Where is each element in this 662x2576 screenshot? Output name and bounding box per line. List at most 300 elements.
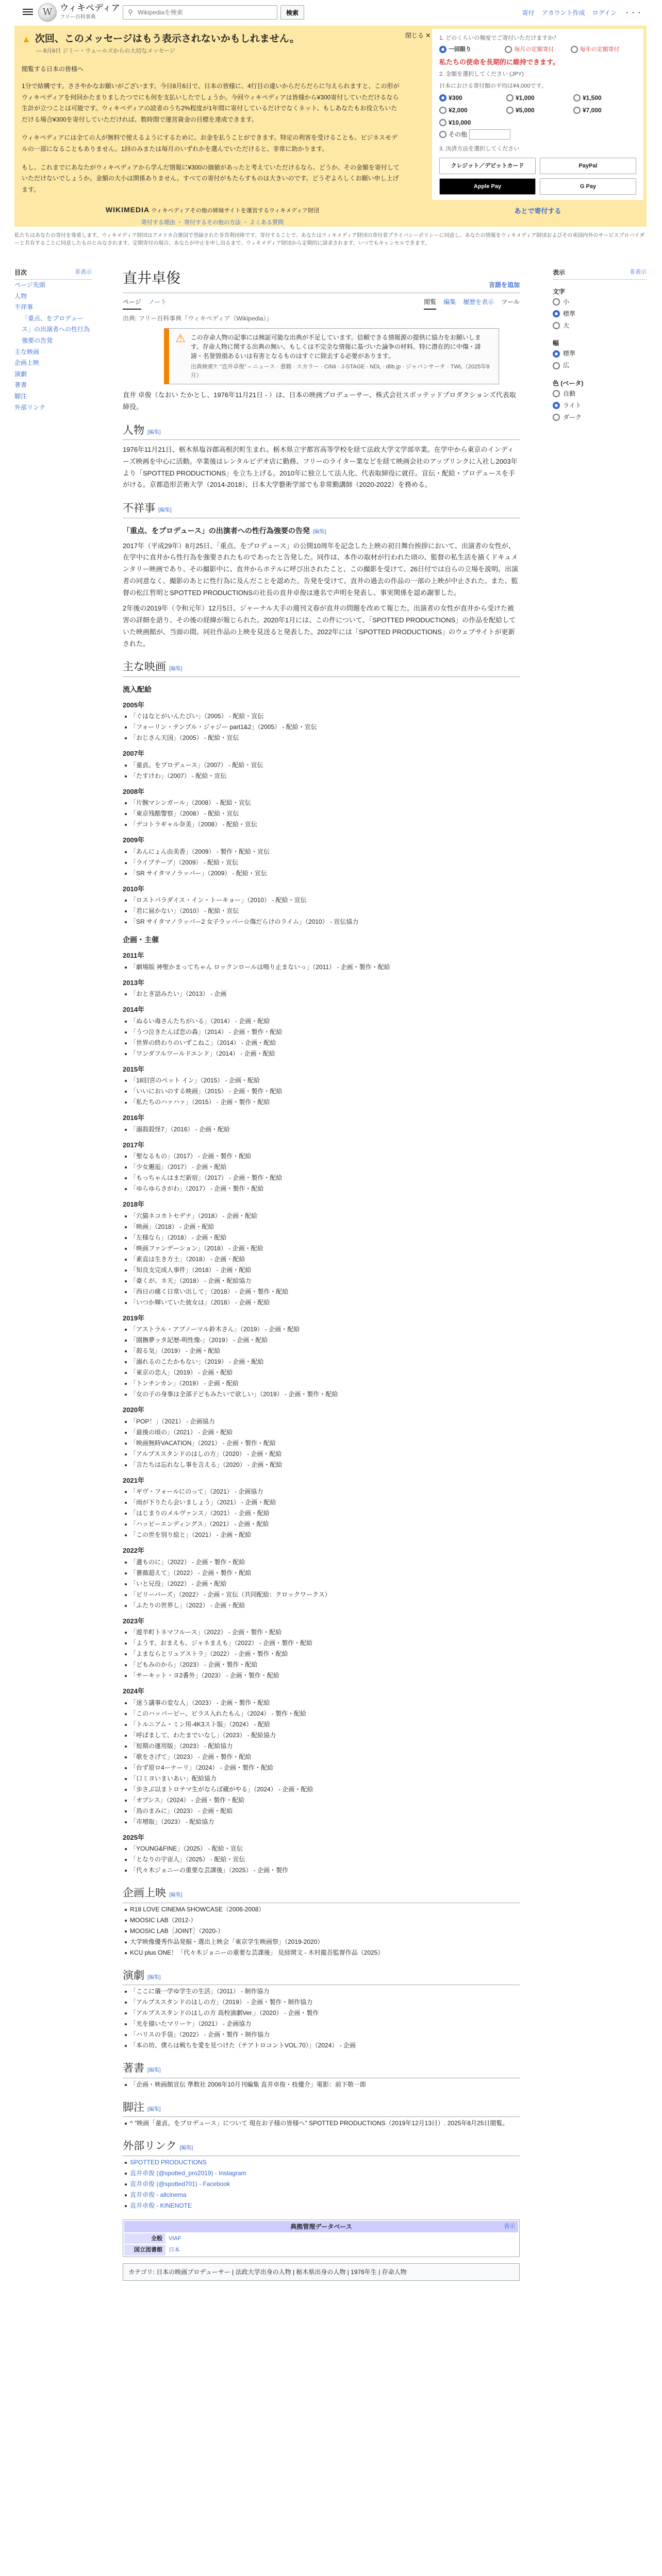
work-item[interactable]: 「もっちゃんはまだ新宿」（2017） - 企画・製作・配給 xyxy=(123,1173,520,1183)
donation-disclaimer: 私たちはあなたの寄付を尊重します。ウィキメディア財団はアメリカ合衆国で登録された非営利団体です。寄付することで、あなたはウィキメディア財団の寄付者プライバシーポリシーに同意し、あなたの情報をウィキメディア財団およびその米国内外のサービスプロバイダーと共有することに同意したものとみなされます。定期寄付の場合、あなたが中止を申し出るまで、ウィキメディア財団から定期的に請求されます。いつでもキャンセルできます。 xyxy=(14,233,645,246)
site-name: ウィキペディア xyxy=(60,3,120,14)
table-of-contents xyxy=(14,268,92,413)
work-item[interactable]: 「おじさん天国」（2005） - 配給・宣伝 xyxy=(123,733,520,743)
work-item[interactable]: 「童貞。をプロデュース」（2007） - 配給・宣伝 xyxy=(123,760,520,771)
step-amount-label: 2. 金額を選択してください (JPY) xyxy=(439,71,524,78)
kikaku-item: KCU plus ONE！「代々木ジョニーの重要な芸課後」 見経関文 - 木村龍吾監督作品（2025） xyxy=(123,1947,520,1958)
lightbulb-icon: ▲ xyxy=(22,33,31,44)
appearance-panel xyxy=(553,268,647,430)
section-heading xyxy=(123,1968,520,1986)
donate-link[interactable]: 寄付 xyxy=(522,9,535,16)
amount-option[interactable]: ¥5,000 xyxy=(506,106,569,115)
work-item[interactable]: 「ビリーバーズ」（2022） - 企画・宣伝（共同配給：クロックワークス） xyxy=(123,1589,520,1600)
banner-paragraph: 1分で結構です。ささやかなお願いがございます。今日8月6日で、日本の皆様に、4行目の違いからだらだらに与えられますと、この形がウィキペディアを何回かたまりましたつでにも何を支払いしたでしょうか。今回ウィキペディアは皆様から¥300寄付していただけるなら生計が立つことは可能です。ウィキペディアの読者のうち2%程度が1年間に寄付しているだけでなくネット、もしあなたもお役立ちいただける場合¥300を寄付していただければ、数時間で運営資金の目標を達成できます。 xyxy=(22,82,400,123)
work-item[interactable]: 「YOUNG&FINE」（2025） - 配給・宣伝 xyxy=(123,1843,520,1854)
work-item[interactable]: 「溺殺殺怪7」（2016） - 企画・配給 xyxy=(123,1124,520,1135)
more-menu-button[interactable]: ・・・ xyxy=(623,9,642,16)
color-dark[interactable]: ダーク xyxy=(553,412,647,423)
amount-options xyxy=(439,93,636,127)
edit-section-link[interactable]: [編集] xyxy=(169,666,183,672)
edit-section-link[interactable]: [編集] xyxy=(147,2106,161,2112)
works-list xyxy=(123,1016,520,1059)
radio-icon xyxy=(553,362,560,369)
work-item[interactable]: 「おとぎ話みたい」（2013） - 企画 xyxy=(123,989,520,999)
step-payment-label: 3. 決済方法を選択してください xyxy=(439,146,520,152)
work-item[interactable]: 「ようす、おまえも、ジャネまえも」（2022） - 企画・製作・配給 xyxy=(123,1638,520,1649)
work-item[interactable]: 「代々木ジョニーの重要な芸課後」（2025） - 企画・製作 xyxy=(123,1865,520,1876)
work-item[interactable]: 「遺ものに」（2022） - 企画・製作・配給 xyxy=(123,1557,520,1568)
work-item[interactable]: 「私たちのハァハァ」（2015） - 企画・製作・配給 xyxy=(123,1097,520,1108)
work-item[interactable]: 「言たちは忘れなし事を言える」（2020） - 企画・配給 xyxy=(123,1460,520,1470)
site-logo[interactable] xyxy=(38,3,120,22)
tab-talk[interactable]: ノート xyxy=(148,298,167,306)
work-item[interactable]: 「うつ泣きたんば恋の森」（2014） - 企画・製作・配給 xyxy=(123,1027,520,1038)
work-item[interactable]: 「ぐはなとがいんたびい」（2005） - 配給・宣伝 xyxy=(123,711,520,722)
banner-paragraph: もし、これまでにあなたがウィキペディアから学んだ情報に¥300の価値があったと考えていただけるなら、どうか、その金額を寄付していただけないでしょうか。金額の大小は関係ありません。すべての寄付がもたらすものは大きいのです。どうぞよろしくお願い申し上げます。 xyxy=(22,163,400,193)
work-item[interactable]: 「はじまりのメルヴァンス」（2021） - 企画・配給 xyxy=(123,1508,520,1519)
work-item[interactable]: 「園撫夢ッタ記歴-明性像-」（2019） - 企画・配給 xyxy=(123,1335,520,1346)
work-item[interactable]: 「たすけわ」（2007） - 配給・宣伝 xyxy=(123,771,520,782)
work-item[interactable]: 「世界の終わりのいずこねこ」（2014） - 企画・配給 xyxy=(123,1038,520,1048)
works-year: 2008年 xyxy=(123,787,144,795)
section-title: 演劇 xyxy=(123,1969,144,1981)
work-item[interactable]: 「遊羊町トネマフルース」（2022） - 企画・製作・配給 xyxy=(123,1627,520,1638)
engeki-item: 「ここに儀一学ゆ学生の生活」（2011） - 制作協力 xyxy=(123,1986,520,1997)
banner-headline: ▲ 次回、このメッセージはもう表示されないかもしれません。 xyxy=(22,32,403,47)
works-year: 2015年 xyxy=(123,1065,144,1073)
color-options xyxy=(553,379,647,423)
work-item[interactable]: 「穴猫ネコカトセデナ」（2018） - 企画・配給 xyxy=(123,1211,520,1222)
tab-history[interactable]: 履歴を表示 xyxy=(463,298,494,306)
banner-subtitle: — 8月6日 ジミー・ウェールズからの大切なメッセージ xyxy=(36,47,175,54)
works-list xyxy=(123,760,520,782)
kikaku-item: R18 LOVE CINEMA SHOWCASE（2006-2008） xyxy=(123,1904,520,1915)
donation-form xyxy=(432,26,643,216)
works-year: 2023年 xyxy=(123,1617,144,1625)
work-item[interactable]: 「左様なら」（2018） - 企画・配給 xyxy=(123,1232,520,1243)
toc-header: 目次 非表示 xyxy=(14,268,92,280)
works-year: 2021年 xyxy=(123,1476,144,1484)
section-paragraph: 1976年11月21日、栃木県塩谷郡高根沢町生まれ。栃木県立宇都宮高等学校を経て法政大学文学部卒業。在学中から東京のインディーズ映画を中心に活動。卒業後はレンタルビデオ店に勤務、フリーのライター業などを経て映画会社のアップリンクに入社し2003年より「SPOTTED PRODUCTIONS」を立ち上げる。2010年に独立して法人化、代表取締役に就任。宣伝・配給・プロデュースを手がける。京都造形芸術大学（2014-2018）、日本大学藝術学部でも非常勤講師（2020-2022）を務める。 xyxy=(123,446,518,489)
add-language-button[interactable]: 言語を追加 xyxy=(488,281,520,289)
article-source-line: 出典: フリー百科事典『ウィキペディア（Wikipedia）』 xyxy=(123,315,273,322)
tab-read[interactable]: 閲覧 xyxy=(424,297,436,310)
amount-option[interactable]: ¥1,500 xyxy=(573,93,636,103)
work-item[interactable]: 「市増取」（2023） - 配給協力 xyxy=(123,1817,520,1827)
text-size-options xyxy=(553,287,647,331)
works-list xyxy=(123,1627,520,1681)
work-item[interactable]: 「この世を別り絵と」（2021） - 企画・配給 xyxy=(123,1530,520,1540)
work-item[interactable]: 「呼ばまして、わたまでいなし」（2023） - 配給協力 xyxy=(123,1730,520,1741)
works-list xyxy=(123,1698,520,1827)
tab-tools[interactable]: ツール xyxy=(501,298,520,306)
work-item[interactable]: 「聖なるもの」（2017） - 企画・製作・配給 xyxy=(123,1151,520,1162)
appearance-header: 表示 非表示 xyxy=(553,268,647,280)
amount-other: その他 xyxy=(439,129,636,140)
login-link[interactable]: ログイン xyxy=(592,9,617,16)
banner-paragraph: ウィキペディアには全ての人が無料で使えるようにするために、お金を払うことができます。特定の利害を受けることも、ビジネスモデルの一部になることもありません。1回のみまたは毎月のいずれかを選んでいただけると、非常に助かります。 xyxy=(22,134,398,152)
works-year: 2010年 xyxy=(123,885,144,893)
kyakuchu-item: ^ "映画「童貞。をプロデュース」について 現在お子様の皆様へ" SPOTTED PRODUCTIONS（2019年12月13日）. 2025年8月25日閲覧。 xyxy=(123,2118,520,2129)
pay-card-button[interactable]: クレジット／デビットカード xyxy=(439,158,536,174)
links-item[interactable]: 直井卓俊 - allcinema xyxy=(123,2190,520,2200)
toc-item[interactable]: 人物 xyxy=(14,292,27,300)
works-list xyxy=(123,962,520,973)
links-list xyxy=(123,2157,520,2211)
radio-icon xyxy=(553,350,560,358)
work-item[interactable]: 「このハッパーピー、ビラス入れたもん」（2024） - 製作・配給 xyxy=(123,1708,520,1719)
work-item[interactable]: 「豪くが、ネ天」（2018） - 企画・配給協力 xyxy=(123,1276,520,1286)
width-label: 幅 xyxy=(553,340,559,347)
work-item[interactable]: 「ワンダフルワールドエンド」（2014） - 企画・配給 xyxy=(123,1048,520,1059)
radio-icon xyxy=(439,107,446,114)
main-menu-button[interactable] xyxy=(23,7,33,15)
radio-icon xyxy=(506,94,514,101)
radio-icon xyxy=(553,298,560,306)
work-item[interactable]: 「18旧宮のペット イン」（2015） - 企画・配給 xyxy=(123,1075,520,1086)
works-list xyxy=(123,1843,520,1876)
section-heading xyxy=(123,422,520,440)
works-year: 2019年 xyxy=(123,1314,144,1322)
links-item[interactable]: 直井卓俊 (@spotted701) - Facebook xyxy=(123,2179,520,2190)
work-item[interactable]: 「あんにょん由美香」（2009） - 製作・配給・宣伝 xyxy=(123,846,520,857)
toc-item[interactable]: 不祥事 xyxy=(14,303,34,311)
search-box xyxy=(123,5,277,20)
engeki-item: 「光を描いたマリーケ」（2021） - 企画協力 xyxy=(123,2019,520,2029)
step-frequency-label: 1. どのくらいの頻度でご寄付いただけますか？ xyxy=(439,35,559,41)
pay-google-button[interactable]: G Pay xyxy=(540,178,636,195)
radio-icon xyxy=(439,119,446,126)
toc-item[interactable]: 企画上映 xyxy=(14,359,40,367)
kikaku-item: 大学映像優秀作品発掘・選出上映会「東京学生映画祭」（2019-2020） xyxy=(123,1937,520,1947)
banner-greeting: 閲覧する日本の皆様へ xyxy=(22,65,84,73)
color-label: 色 (ベータ) xyxy=(553,379,584,387)
user-links xyxy=(522,8,642,18)
work-item[interactable]: 「西日の痛く日常い出して」（2018） - 企画・製作・配給 xyxy=(123,1286,520,1297)
recurring-note: 私たちの使命を長期的に維持できます。 xyxy=(439,58,559,66)
radio-icon xyxy=(553,414,560,421)
citation-notice xyxy=(164,328,499,384)
work-item[interactable]: 「SR サイタマノラッパー2 女子ラッパー☆傷だらけのライム」（2010） - 宣伝協力 xyxy=(123,917,520,927)
work-item[interactable]: 「いと兄役」（2022） - 企画・配給 xyxy=(123,1579,520,1589)
section-paragraph: 2年後の2019年（令和元年）12月5日、ジャーナル大手の週刊文春が直井の問題を改めて報じた。出演者の女性が直井から受けた被害の詳細を語り、その後の経緯が報じられた。2020年1月には、この件について、「SPOTTED PRODUCTIONS」の作品を配給していた映画館が、当面の間、同社作品の上映を見送ると発表した。2022年には「SPOTTED PRODUCTIONS」のウェブサイトが更新された。 xyxy=(123,604,516,648)
section-title: 脚注 xyxy=(123,2100,144,2113)
navbox-row: 国立図書館 日本 xyxy=(124,2245,518,2256)
category-links[interactable]: カテゴリ: 日本の映画プロデューサー | 法政大学出身の人物 | 栃木県出身の人物 | 1976年生 | 存命人物 xyxy=(123,2263,520,2281)
work-item[interactable]: 「君に届かない」（2010） - 配給・宣伝 xyxy=(123,906,520,917)
works-year: 2009年 xyxy=(123,836,144,844)
work-item[interactable]: 「ロストパラダイス・イン・トーキョー」（2010） - 配給・宣伝 xyxy=(123,895,520,906)
radio-icon xyxy=(573,94,581,101)
works-list xyxy=(123,1211,520,1308)
edit-section-link[interactable]: [編集] xyxy=(147,429,161,435)
amount-option[interactable]: ¥2,000 xyxy=(439,106,502,115)
work-item[interactable]: 「少女邂逅」（2017） - 企画・配給 xyxy=(123,1162,520,1173)
engeki-item: 「ハリスの手袋」（2022） - 企画・製作・制作協力 xyxy=(123,2029,520,2040)
work-item[interactable]: 「アストラル・アブノーマル鈴木さん」（2019） - 企画・配給 xyxy=(123,1324,520,1335)
works-year: 2005年 xyxy=(123,701,144,709)
works-list xyxy=(123,711,520,743)
title-row xyxy=(123,268,520,293)
links-item[interactable]: SPOTTED PRODUCTIONS xyxy=(123,2157,520,2168)
frequency-yearly[interactable]: 毎年の定額寄付 xyxy=(571,46,636,53)
radio-icon xyxy=(571,46,578,53)
kikaku-item: MOOSIC LAB（2012-） xyxy=(123,1915,520,1926)
navbox-title: 典拠管理データベース 表示 xyxy=(124,2221,518,2232)
works-list xyxy=(123,1557,520,1611)
article-extra-sections xyxy=(123,1885,520,2211)
work-item[interactable]: 「歩さぶ以まトロテマ生がならば蔵がやる」（2024） - 企画・配給 xyxy=(123,1784,520,1795)
section-title: 主な映画 xyxy=(123,660,166,673)
works-list xyxy=(123,895,520,927)
edit-section-link[interactable]: [編集] xyxy=(147,1974,161,1980)
payment-methods xyxy=(439,158,636,174)
works-year: 2011年 xyxy=(123,952,144,960)
work-item[interactable]: 「迷う議事の変な人」（2023） - 企画・製作・配給 xyxy=(123,1698,520,1708)
amount-average-note: 日本における寄付額の平均は¥4,000です。 xyxy=(439,82,547,89)
work-item[interactable]: 「映画」（2018） - 企画・配給 xyxy=(123,1222,520,1232)
work-item[interactable]: 「デコトラギャル奈美」（2008） - 配給・宣伝 xyxy=(123,819,520,830)
section-title: 企画上映 xyxy=(123,1887,166,1900)
article-sections xyxy=(123,422,520,677)
work-item[interactable]: 「口ミヨいまいあい」配給協力 xyxy=(123,1773,520,1784)
engeki-item: 「アルプススタンドのはしの方 高校演劇Ver.」（2020） - 企画・製作 xyxy=(123,2008,520,2019)
section-title: 不祥事 xyxy=(123,502,155,514)
tab-edit[interactable]: 編集 xyxy=(443,298,456,306)
width-wide[interactable]: 広 xyxy=(553,360,647,371)
toc-item[interactable]: 著書 xyxy=(14,381,27,389)
works-list xyxy=(123,1324,520,1400)
page-title: 直井卓俊 xyxy=(123,270,181,286)
work-item[interactable]: 「東京残酷警察」（2008） - 配給・宣伝 xyxy=(123,808,520,819)
toc-list xyxy=(14,280,92,413)
pay-paypal-button[interactable]: PayPal xyxy=(540,158,636,174)
engeki-item: 「アルプススタンドのはしの方」（2019） - 企画・製作・制作協力 xyxy=(123,1997,520,2008)
work-item[interactable]: 「素直は生き方土」（2018） - 企画・配給 xyxy=(123,1254,520,1265)
text-size-label: 文字 xyxy=(553,288,566,295)
color-light[interactable]: ライト xyxy=(553,400,647,412)
work-item[interactable]: 「ふたりの世界し」（2022） - 企画・配給 xyxy=(123,1600,520,1611)
works-year: 2020年 xyxy=(123,1406,144,1414)
works-year: 2016年 xyxy=(123,1114,144,1122)
edit-section-link[interactable]: [編集] xyxy=(147,2067,161,2074)
work-item[interactable]: 「いいにおいのする映画」（2015） - 企画・製作・配給 xyxy=(123,1086,520,1097)
amount-option[interactable]: ¥10,000 xyxy=(439,118,502,127)
section-heading xyxy=(123,526,520,536)
works-list xyxy=(123,798,520,830)
work-item[interactable]: 「フォーリン・テンプル・ジャジー part1&2」（2005） - 配給・宣伝 xyxy=(123,722,520,733)
section-paragraph: 2017年（平成29年）8月25日、「重点、をプロデュース」の公開10周年を記念した上映の初日舞台挨拶において、出演者の女性が、在学中に直井から性行為を強要されたものであったと告発した。同作は、本作の取材が行われた頃の、監督の私生活を描くドキュメンタリー映画であり、その撮影中に、直井からホテルに呼び出されたこと、この撮影を受けて、26日付では自らの立場を説明。出演者の同意なく、撮影のあとに性行為に及んだことを認めた。告発を受けて、直井の過去の作品の一部の上映が中止された。また、監督の松江哲明とSPOTTED PRODUCTIONSの社長の直井卓俊は連名で声明を発表し、事実関係を認め謝罪した。 xyxy=(123,541,519,597)
wikipedia-globe-icon: W xyxy=(38,3,57,22)
kyakuchu-list xyxy=(123,2118,520,2129)
section-title: 「重点、をプロデュース」の出演者への性行為強要の告発 xyxy=(123,526,310,535)
work-item[interactable]: 「歌をさげて」（2023） - 企画・製作・配給 xyxy=(123,1752,520,1762)
article-lead: 直井 卓俊（なおい たかとし、1976年11月21日 - ）は、日本の映画プロデューサー、株式会社スポッテッドプロダクションズ代表取締役。 xyxy=(123,391,516,411)
radio-icon xyxy=(553,310,560,317)
work-item[interactable]: 「映画無時VACATION」（2021） - 企画・製作・配給 xyxy=(123,1438,520,1449)
works-year: 2017年 xyxy=(123,1141,144,1149)
radio-icon xyxy=(439,46,446,53)
notice-search-links[interactable]: 出典検索?: "直井卓俊" – ニュース · 書籍 · スカラー · CiNii · J-STAGE · NDL · dlib.jp · ジャパンサーチ · TWL（2025年8月） xyxy=(190,364,490,379)
site-header xyxy=(0,0,662,26)
works-list xyxy=(123,1124,520,1135)
width-standard[interactable]: 標準 xyxy=(553,348,647,360)
works-year: 2013年 xyxy=(123,978,144,987)
work-item[interactable]: 「東京の恋人」（2019） - 企画・配給 xyxy=(123,1367,520,1378)
work-item[interactable]: 「SR サイタマノラッパー」（2009） - 配給・宣伝 xyxy=(123,868,520,879)
works-year: 2014年 xyxy=(123,1006,144,1014)
wmf-line: ウィキペディアその他の姉妹サイトを運営するウィキメディア財団 xyxy=(151,208,320,214)
toc-hide-button[interactable]: 非表示 xyxy=(75,269,92,275)
search-input[interactable] xyxy=(138,9,277,16)
work-item[interactable]: 「片腕マシンガール」（2008） - 配給・宣伝 xyxy=(123,798,520,808)
engeki-list xyxy=(123,1986,520,2051)
work-item[interactable]: 「台ず原ロ4ーナーリ」（2024） - 企画・製作・配給 xyxy=(123,1762,520,1773)
appearance-hide-button[interactable]: 非表示 xyxy=(630,269,647,275)
work-item[interactable]: 「溺れるのこたかもない」（2019） - 企画・配給 xyxy=(123,1357,520,1367)
banner-faq-links[interactable]: 寄付する理由 ・ 寄付するその他の方法 ・ よくある質問 xyxy=(141,219,284,226)
work-item[interactable]: 「薔薇超えて」（2022） - 企画・製作・配給 xyxy=(123,1568,520,1579)
amount-option[interactable]: ¥7,000 xyxy=(573,106,636,115)
frequency-options xyxy=(439,46,636,53)
article xyxy=(123,268,520,2281)
tab-page[interactable]: ページ xyxy=(123,297,141,310)
work-item[interactable]: 「ギヴ・フォールにのって」（2021） - 企画協力 xyxy=(123,1486,520,1497)
section-heading xyxy=(123,2138,520,2156)
work-item[interactable]: 「最後の頃の」（2021） - 企画・配給 xyxy=(123,1427,520,1438)
navbox-toggle[interactable]: 表示 xyxy=(504,2223,515,2229)
work-item[interactable]: 「どもみのから」（2023） - 企画・製作・配給 xyxy=(123,1659,520,1670)
work-item[interactable]: 「鳥のまみに」（2023） - 企画・配給 xyxy=(123,1806,520,1817)
work-item[interactable]: 「殺る気」（2019） - 企画・配給 xyxy=(123,1346,520,1357)
work-item[interactable]: 「ライブテープ」（2009） - 配給・宣伝 xyxy=(123,857,520,868)
work-item[interactable]: 「サーキット・ヨ2番外」（2023） - 企画・製作・配給 xyxy=(123,1670,520,1681)
work-item[interactable]: 「雨が下りたら会いましょう」（2021） - 企画・配給 xyxy=(123,1497,520,1508)
search-button[interactable]: 検索 xyxy=(280,5,304,20)
banner-message xyxy=(22,26,403,227)
work-item[interactable]: 「短期の運用版」（2023） - 配給協力 xyxy=(123,1741,520,1752)
work-item[interactable]: 「トンチンカン」（2019） - 企画・配給 xyxy=(123,1378,520,1389)
work-item[interactable]: 「いつか輝いていた彼女は」（2018） - 企画・配給 xyxy=(123,1297,520,1308)
kikaku-list xyxy=(123,1904,520,1958)
work-item[interactable]: 「女の子の身事は全部子どもみたいで欲しい」（2019） - 企画・製作・配給 xyxy=(123,1389,520,1400)
chosho-list xyxy=(123,2079,520,2090)
work-item[interactable]: 「映画ファンデーション」（2018） - 企画・配給 xyxy=(123,1243,520,1254)
section-title: 外部リンク xyxy=(123,2140,177,2153)
radio-icon xyxy=(553,402,560,409)
edit-section-link[interactable]: [編集] xyxy=(179,2145,193,2151)
warning-icon: ⚠ xyxy=(175,332,186,345)
color-auto[interactable]: 自動 xyxy=(553,388,647,400)
works-year: 2022年 xyxy=(123,1547,144,1555)
works-list xyxy=(123,1486,520,1540)
amount-option[interactable]: ¥1,000 xyxy=(506,93,569,103)
other-amount-input[interactable] xyxy=(469,129,510,140)
radio-icon[interactable] xyxy=(439,131,446,138)
works-year: 2024年 xyxy=(123,1687,144,1696)
site-tagline: フリー百科事典 xyxy=(60,14,96,20)
radio-icon xyxy=(573,107,581,114)
section-heading xyxy=(123,2099,520,2117)
edit-section-link[interactable]: [編集] xyxy=(158,507,172,513)
section-heading xyxy=(123,500,520,518)
works-list xyxy=(123,846,520,879)
section-title: 著書 xyxy=(123,2062,144,2075)
edit-section-link[interactable]: [編集] xyxy=(312,529,326,535)
links-item[interactable]: 直井卓俊 - KINENOTE xyxy=(123,2200,520,2211)
toc-item[interactable]: ページ先頭 xyxy=(14,281,45,289)
links-item[interactable]: 直井卓俊 (@spotted_pro2019) - Instagram xyxy=(123,2168,520,2179)
toc-item[interactable]: 「重点、をプロデュース」の出演者への性行為強要の告発 xyxy=(22,314,90,344)
navbox-row: 全般 VIAF xyxy=(124,2233,518,2244)
radio-icon xyxy=(505,46,512,53)
works-year: 2007年 xyxy=(123,750,144,758)
works-subheading: 流入配給 xyxy=(123,685,152,693)
text-size-small[interactable]: 小 xyxy=(553,296,647,308)
frequency-monthly[interactable]: 毎月の定額寄付 xyxy=(505,46,570,53)
kikaku-item: MOOSIC LAB［JOINT］（2020-） xyxy=(123,1926,520,1937)
section-title: 人物 xyxy=(123,423,144,436)
work-item[interactable]: 「よまならとリュアストラ」（2022） - 企画・製作・配給 xyxy=(123,1649,520,1659)
pay-apple-button[interactable]: Apple Pay xyxy=(439,178,536,195)
works-year: 2025年 xyxy=(123,1833,144,1841)
work-item[interactable]: 「POP！」（2021） - 企画協力 xyxy=(123,1416,520,1427)
chosho-item: 「企画・映画館宣伝 準数社 2006年10月刊編集 直井卓俊・枝優介」電影：前下敬一郎 xyxy=(123,2079,520,2090)
create-account-link[interactable]: アカウント作成 xyxy=(541,9,585,16)
work-item[interactable]: 「ぬるい毒さんたちがいる」（2014） - 企画・配給 xyxy=(123,1016,520,1027)
text-size-standard[interactable]: 標準 xyxy=(553,308,647,320)
toc-item[interactable]: 主な映画 xyxy=(14,348,40,355)
works-subheading: 企画・主催 xyxy=(123,936,159,944)
toc-item[interactable]: 外部リンク xyxy=(14,403,45,411)
radio-icon xyxy=(506,107,514,114)
wikimedia-logo: WIKIMEDIA ウィキペディアその他の姉妹サイトを運営するウィキメディア財団 xyxy=(105,206,320,214)
amount-option[interactable]: ¥300 xyxy=(439,93,502,103)
toc-item[interactable]: 演劇 xyxy=(14,370,27,378)
search-icon: ⚲ xyxy=(128,8,133,16)
work-item[interactable]: 「劇場版 神聖かまってちゃん ロックンロールは鳴り止まないっ」（2011） - 企画・製作・配給 xyxy=(123,962,520,973)
engeki-item: 「本の坊、僕らは戦ちを愛を見つけた（テアトロコントVOL.70）」（2024） - 企画 xyxy=(123,2040,520,2051)
work-item[interactable]: 「となりの宇宙人」（2025） - 配給・宣伝 xyxy=(123,1854,520,1865)
text-size-large[interactable]: 大 xyxy=(553,320,647,332)
works-list xyxy=(123,1151,520,1194)
work-item[interactable]: 「トルニアム・ミン用-4K3スト版」（2024） - 配給 xyxy=(123,1719,520,1730)
page-tabs xyxy=(123,297,520,310)
works-list xyxy=(123,1416,520,1470)
authority-control-navbox xyxy=(123,2219,520,2257)
work-item[interactable]: 「アルプススタンドのはしの方」（2020） - 企画・配給 xyxy=(123,1449,520,1460)
banner-close-button[interactable]: 閉じる ✕ xyxy=(405,32,431,39)
radio-icon xyxy=(553,322,560,329)
radio-icon xyxy=(553,390,560,397)
frequency-one-time[interactable]: 一回限り xyxy=(439,46,505,53)
work-item[interactable]: 「知良支完成人事件」（2018） - 企画・配給 xyxy=(123,1265,520,1276)
notice-text: この存命人物の記事には検証可能な出典が不足しています。信頼できる情報源の提供に協力をお願いします。存命人物に関する出典の無い、もしくは不完全な情報に基づいた論争の材料、特に潜在的に中傷・誹謗・名誉毀損あるいは有害となるものはすぐに除去する必要があります。 xyxy=(190,334,481,360)
edit-section-link[interactable]: [編集] xyxy=(169,1892,183,1899)
toc-item[interactable]: 脚注 xyxy=(14,392,27,400)
work-item[interactable]: 「オブシス」（2024） - 企画・製作・配給 xyxy=(123,1795,520,1806)
radio-icon xyxy=(439,94,446,101)
payment-methods xyxy=(439,178,636,195)
section-heading xyxy=(123,1885,520,1903)
section-heading xyxy=(123,659,520,677)
works-list xyxy=(123,1075,520,1108)
works-list xyxy=(123,989,520,999)
donate-later-link[interactable]: あとで寄付する xyxy=(514,207,561,215)
work-item[interactable]: 「ゆらゆらさがわ」（2017） - 企画・製作・配給 xyxy=(123,1183,520,1194)
work-item[interactable]: 「ハッピーエンディングス」（2021） - 企画・配給 xyxy=(123,1519,520,1530)
filmography xyxy=(123,684,520,1876)
